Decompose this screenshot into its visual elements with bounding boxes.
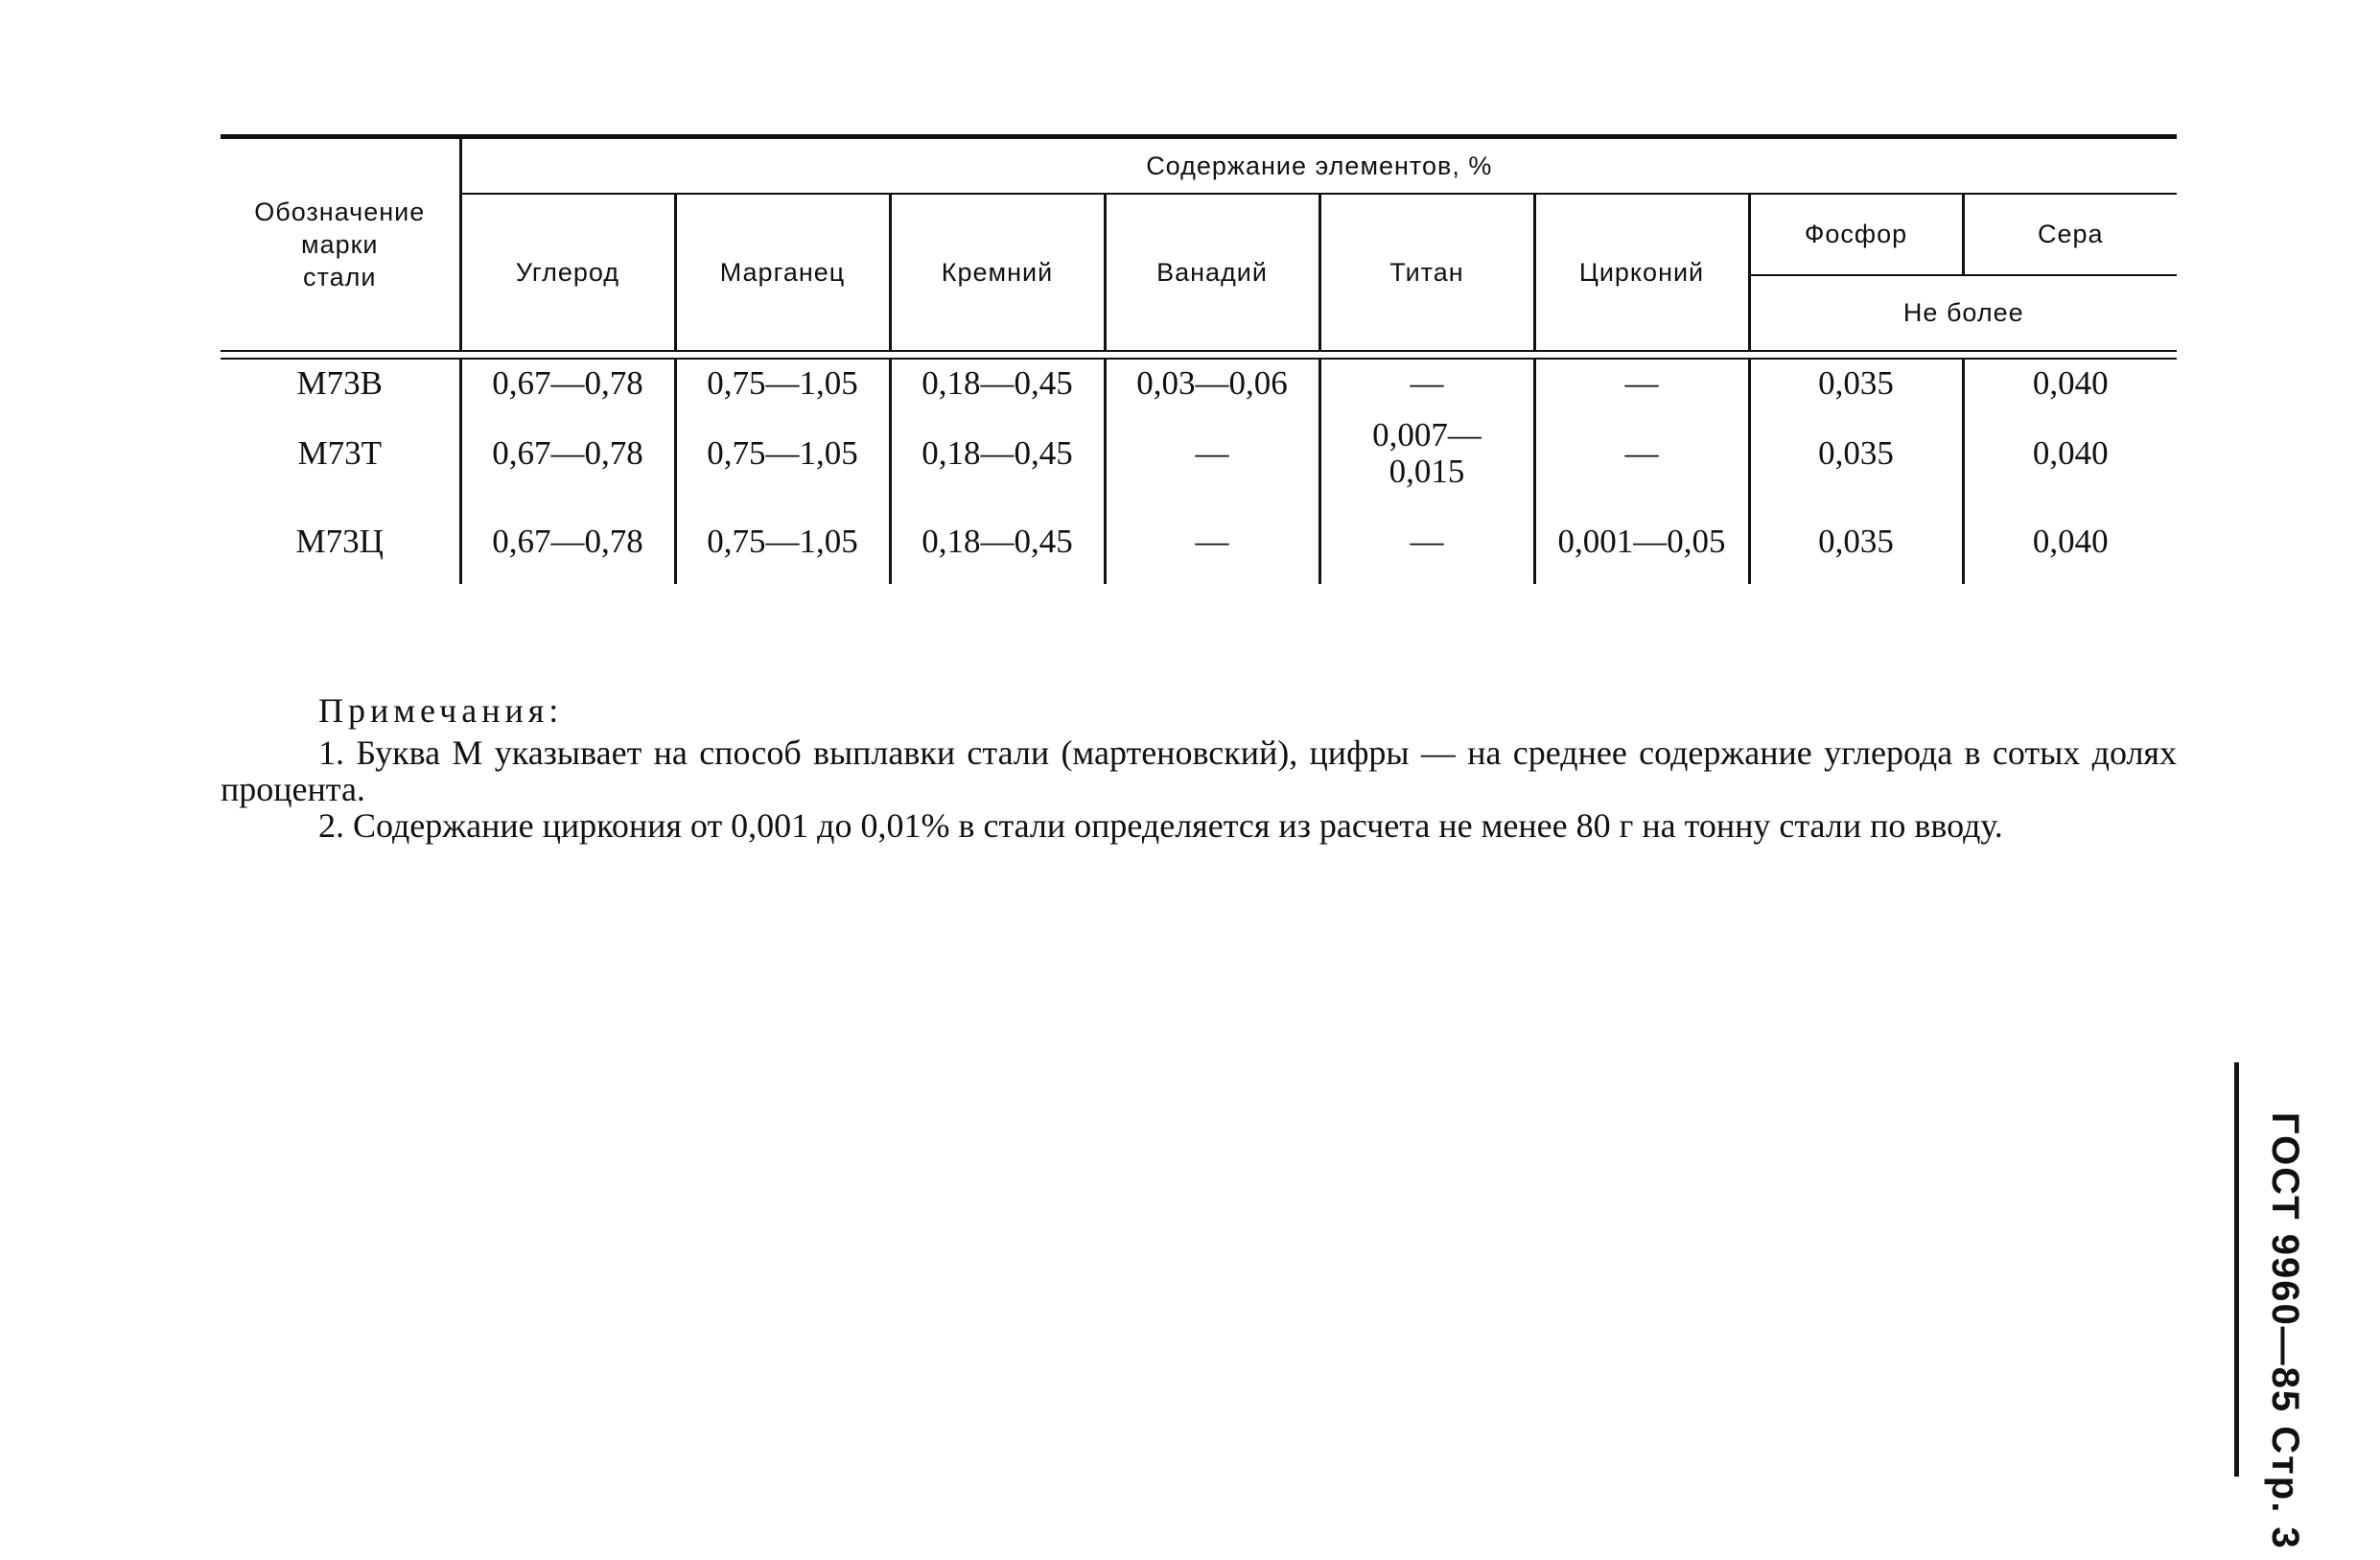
titanium-cell <box>1319 407 1534 500</box>
zirconium-cell: 0,001—0,05 <box>1534 500 1749 584</box>
grade-cell: М73В <box>296 364 383 402</box>
designation-header <box>221 139 460 351</box>
phosphorus-cell: 0,035 <box>1749 500 1963 584</box>
silicon-cell: 0,18—0,45 <box>890 407 1105 500</box>
sulfur-cell: 0,040 <box>1963 359 2177 407</box>
group-header: Содержание элементов, % <box>460 139 2177 194</box>
manganese-cell: 0,75—1,05 <box>675 500 890 584</box>
col-header-titanium: Титан <box>1319 194 1534 351</box>
table-row <box>221 407 2177 500</box>
col-header-silicon: Кремний <box>890 194 1105 351</box>
col-header-zirconium: Цирконий <box>1534 194 1749 351</box>
limit-header: Не более <box>1749 275 2177 351</box>
silicon-cell: 0,18—0,45 <box>890 500 1105 584</box>
manganese-cell: 0,75—1,05 <box>675 359 890 407</box>
note-text: Содержание циркония от 0,001 до 0,01% в стали определяется из расчета не менее 80 г на тонну стали по вводу. <box>353 806 2003 845</box>
manganese-cell: 0,75—1,05 <box>675 407 890 500</box>
running-header: ГОСТ 9960—85 Стр. 3 <box>2264 1112 2306 1550</box>
col-header-phosphorus: Фосфор <box>1749 194 1963 275</box>
zirconium-cell: — <box>1534 359 1749 407</box>
grade-cell: М73Ц <box>295 523 384 560</box>
note-item <box>221 734 2177 807</box>
titanium-cell: — <box>1319 500 1534 584</box>
carbon-cell: 0,67—0,78 <box>460 407 675 500</box>
titanium-value-line-2: 0,015 <box>1388 453 1465 490</box>
composition-table-block <box>221 134 2177 584</box>
col-header-carbon: Углерод <box>460 194 675 351</box>
vanadium-cell: — <box>1105 500 1319 584</box>
vanadium-cell: — <box>1105 407 1319 500</box>
notes-title: Примечания: <box>318 691 564 730</box>
note-number: 1. <box>318 733 344 772</box>
designation-header-line-2: марки <box>301 230 379 259</box>
note-item <box>221 807 2177 844</box>
designation-header-line-3: стали <box>303 263 377 291</box>
running-header-rule <box>2234 1062 2239 1477</box>
titanium-cell: — <box>1319 359 1534 407</box>
table-row <box>221 359 2177 407</box>
silicon-cell: 0,18—0,45 <box>890 359 1105 407</box>
notes-section <box>221 692 2177 844</box>
designation-header-line-1: Обозначение <box>254 198 426 226</box>
titanium-value-line-1: 0,007— <box>1372 416 1482 454</box>
note-number: 2. <box>318 806 344 845</box>
col-header-sulfur: Сера <box>1963 194 2177 275</box>
zirconium-cell: — <box>1534 407 1749 500</box>
carbon-cell: 0,67—0,78 <box>460 500 675 584</box>
col-header-vanadium: Ванадий <box>1105 194 1319 351</box>
phosphorus-cell: 0,035 <box>1749 407 1963 500</box>
vanadium-cell: 0,03—0,06 <box>1105 359 1319 407</box>
table-row <box>221 500 2177 584</box>
col-header-manganese: Марганец <box>675 194 890 351</box>
sulfur-cell: 0,040 <box>1963 407 2177 500</box>
sulfur-cell: 0,040 <box>1963 500 2177 584</box>
composition-table <box>221 139 2177 584</box>
phosphorus-cell: 0,035 <box>1749 359 1963 407</box>
note-text: Буква М указывает на способ выплавки стали (мартеновский), цифры — на среднее содержание углерода в сотых долях процента. <box>221 733 2177 808</box>
carbon-cell: 0,67—0,78 <box>460 359 675 407</box>
grade-cell: М73Т <box>297 434 382 472</box>
